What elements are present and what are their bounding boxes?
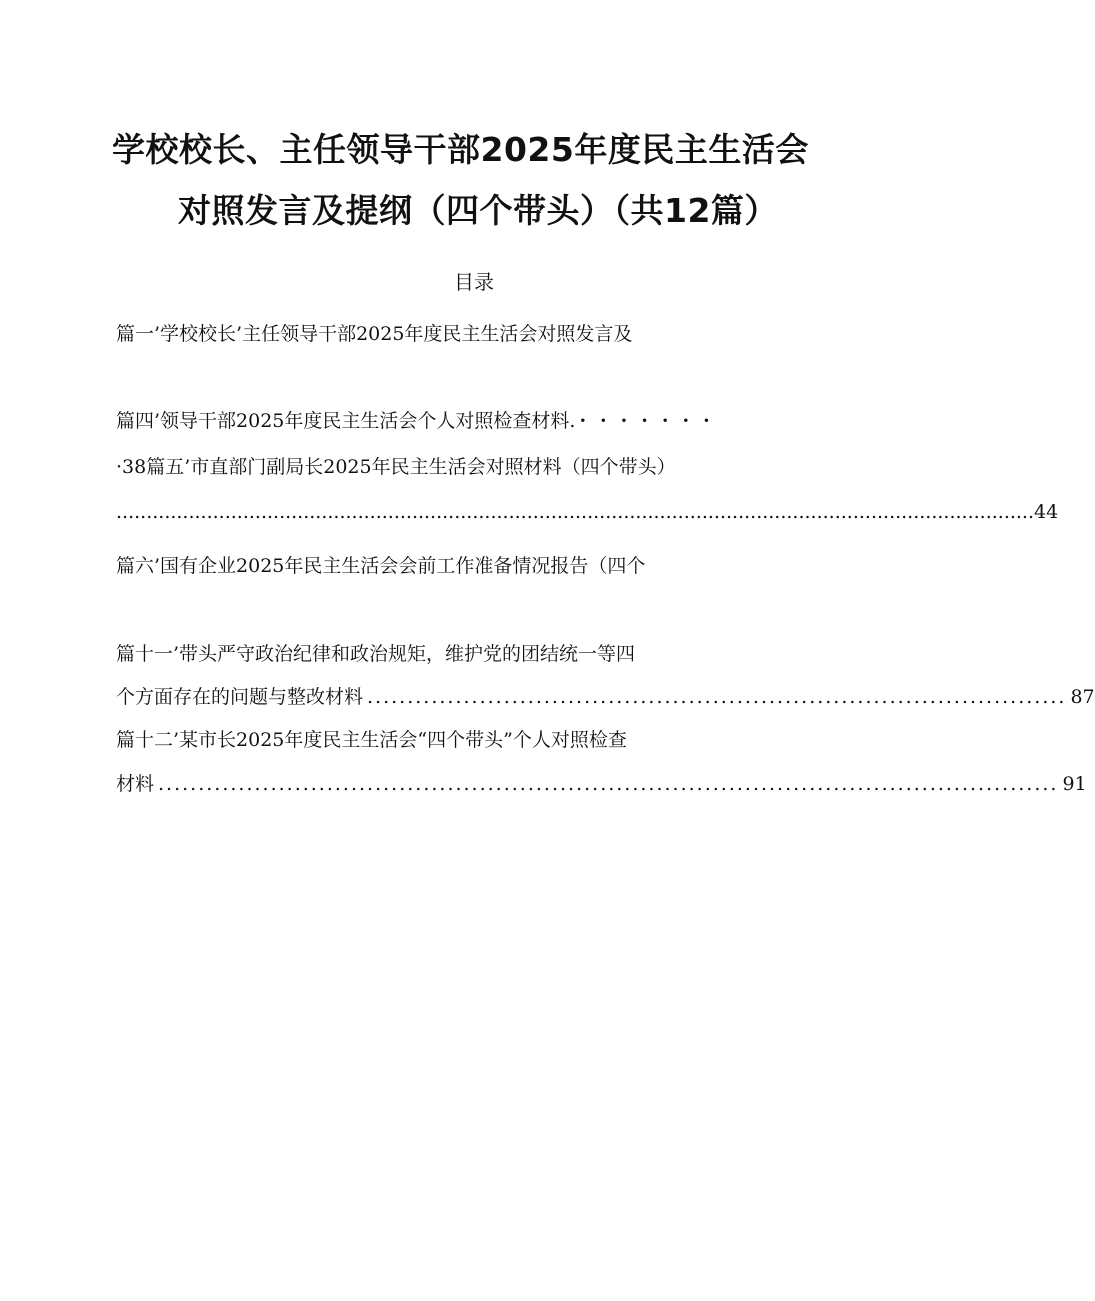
toc-entry-12-leader: ................................................................................................................ <box>158 773 1059 795</box>
toc-entry-4-leader: ······· <box>579 410 724 432</box>
toc-entry-5-leader-row <box>116 501 1059 523</box>
document-title-line-1: 学校校长、主任领导干部2025年度民主生活会 <box>112 130 809 169</box>
toc-entry-12: 篇十二’某市长2025年度民主生活会“四个带头”个人对照检查 <box>116 729 627 751</box>
toc-entry-4-text: 篇四’领导干部2025年度民主生活会个人对照检查材料. <box>116 410 576 432</box>
toc-entry-4 <box>116 412 830 431</box>
toc-entry-12-page: 91 <box>1062 773 1087 795</box>
toc-entry-1: 篇一’学校校长’主任领导干部2025年度民主生活会对照发言及 <box>116 323 633 345</box>
document-title-line-2: 对照发言及提纲（四个带头）（共12篇） <box>178 191 778 230</box>
toc-entry-6: 篇六’国有企业2025年民主生活会会前工作准备情况报告（四个 <box>116 555 646 577</box>
toc-entry-11-page: 87 <box>1070 686 1095 708</box>
toc-entry-5-page: 44 <box>1034 501 1059 523</box>
toc-entry-5-leader: ........................................................................................................................................................ <box>116 501 1035 523</box>
toc-heading: 目录 <box>454 270 494 294</box>
toc-entry-11: 篇十一’带头严守政治纪律和政治规矩，维护党的团结统一等四 <box>116 643 636 665</box>
toc-entry-12-cont <box>116 773 1087 795</box>
toc-entry-11-cont-text: 个方面存在的问题与整改材料 <box>116 686 364 708</box>
toc-entry-11-cont <box>116 686 1095 708</box>
toc-entry-11-leader: ....................................................................................... <box>367 686 1067 708</box>
toc-entry-12-cont-text: 材料 <box>116 773 155 795</box>
toc-entry-5: ·38篇五’市直部门副局长2025年民主生活会对照材料（四个带头） <box>116 456 676 478</box>
